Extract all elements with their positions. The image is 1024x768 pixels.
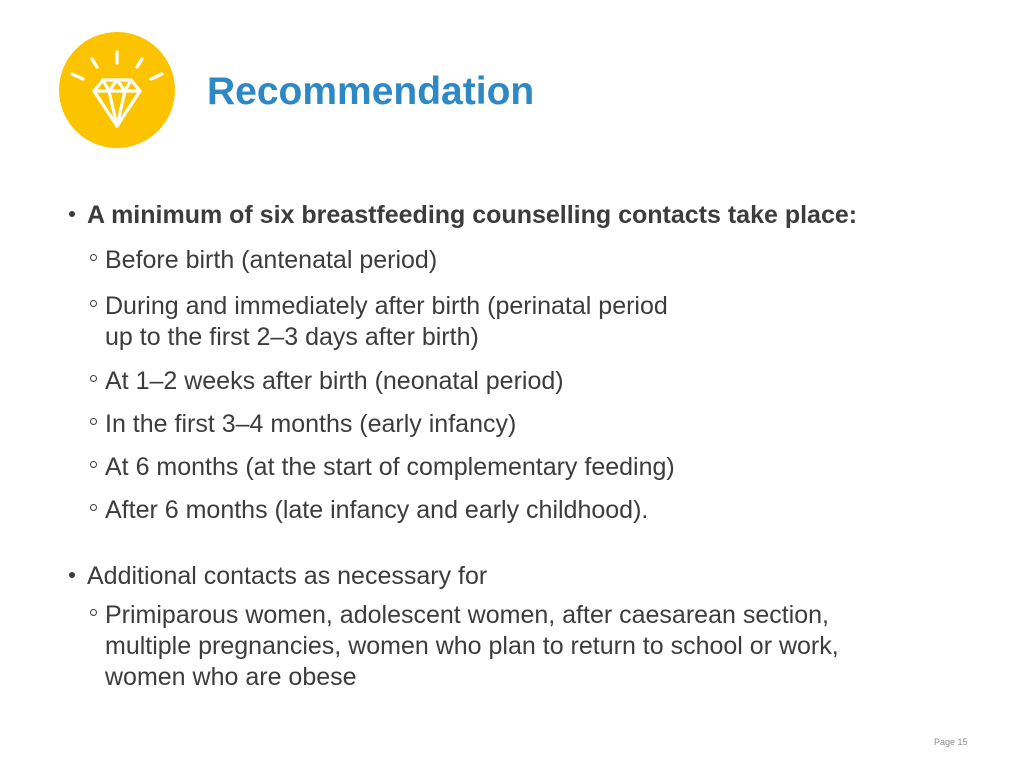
sub-bullet-marker [90,504,97,511]
sub-bullet-marker [90,609,97,616]
sub-bullet-marker [90,461,97,468]
sub-bullet-text: Before birth (antenatal period) [105,246,438,274]
sub-bullet-marker [90,418,97,425]
bullet-item [68,200,857,231]
bullet-marker [69,572,75,578]
sub-bullet-item [90,366,564,397]
sub-bullet-text: During and immediately after birth (perinatal period up to the first 2–3 days after birth) [105,292,668,351]
slide-title: Recommendation [207,70,535,113]
sub-bullet-text: In the first 3–4 months (early infancy) [105,410,517,438]
sub-bullet-item [90,409,516,440]
bullet-marker [69,211,75,217]
bullet-item [68,561,487,592]
sub-bullet-marker [90,254,97,261]
sub-bullet-item [90,245,437,276]
bullet-text: Additional contacts as necessary for [87,562,488,590]
sub-bullet-item [90,495,648,526]
page-number: Page 15 [934,737,968,747]
diamond-icon [59,32,175,148]
sub-bullet-text: At 6 months (at the start of complementary feeding) [105,453,675,481]
sub-bullet-text: Primiparous women, adolescent women, after caesarean section, multiple pregnancies, women who plan to return to school or work, women who are obese [105,601,839,691]
sub-bullet-text: At 1–2 weeks after birth (neonatal period) [105,367,564,395]
sub-bullet-text: After 6 months (late infancy and early childhood). [105,496,649,524]
bullet-text: A minimum of six breastfeeding counselling contacts take place: [87,201,858,229]
sub-bullet-marker [90,300,97,307]
sub-bullet-item [90,291,668,353]
sub-bullet-item [90,600,839,693]
icon-badge [59,32,175,148]
sub-bullet-item [90,452,675,483]
sub-bullet-marker [90,375,97,382]
